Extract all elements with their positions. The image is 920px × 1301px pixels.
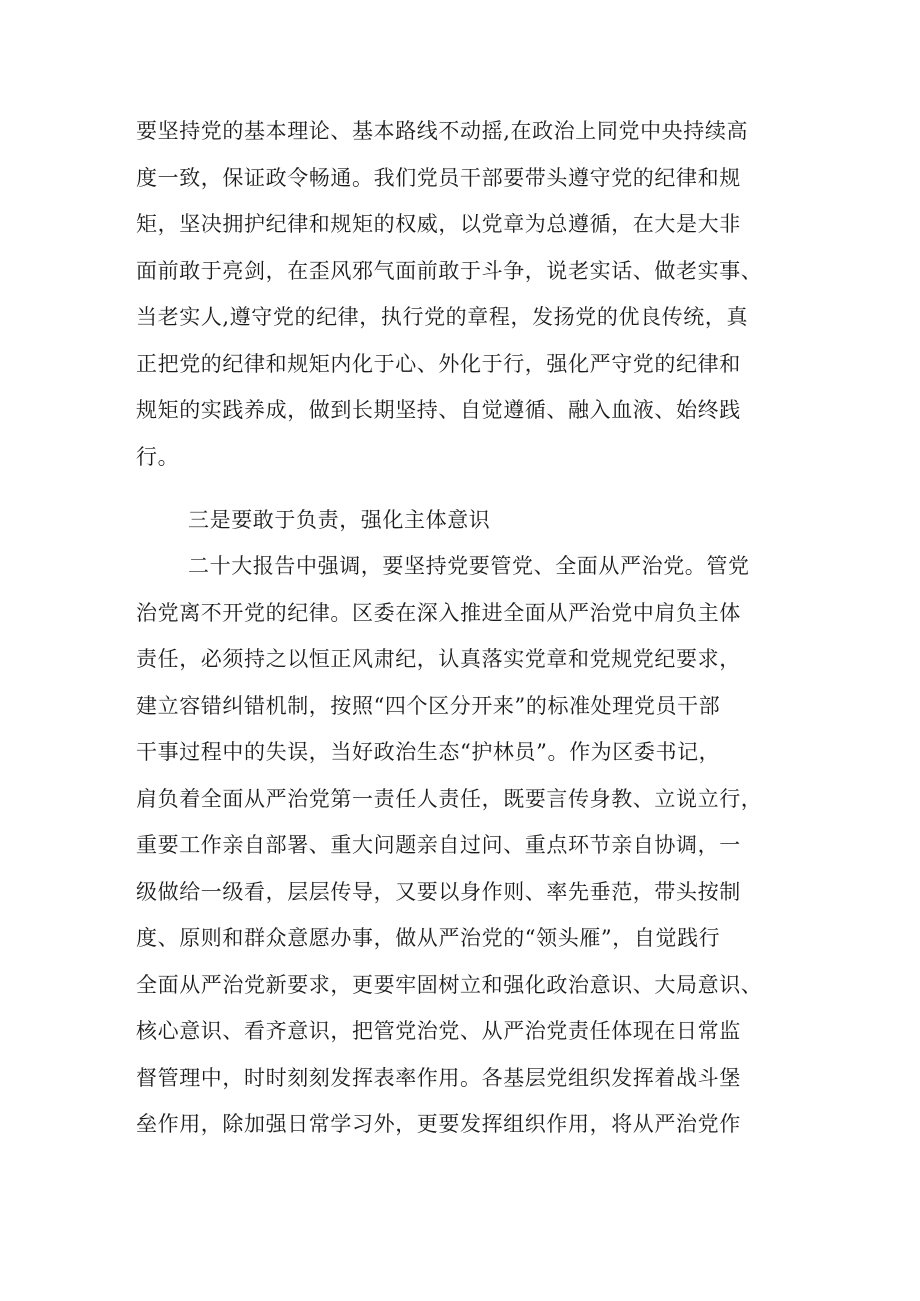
paragraph-line: 重要工作亲自部署、重大问题亲自过问、重点环节亲自协调，一 [136,833,741,857]
paragraph-line: 督管理中，时时刻刻发挥表率作用。各基层党组织发挥着战斗堡 [136,1065,741,1090]
paragraph-line: 全面从严治党新要求，更要牢固树立和强化政治意识、大局意识、 [136,972,763,997]
paragraph-line: 责任，必须持之以恒正风肃纪，认真落实党章和党规党纪要求， [136,647,741,671]
paragraph-line: 当老实人,遵守党的纪律，执行党的章程，发扬党的优良传统，真 [136,305,749,329]
paragraph-line: 度一致，保证政令畅通。我们党员干部要带头遵守党的纪律和规 [136,165,741,190]
paragraph-line: 治党离不开党的纪律。区委在深入推进全面从严治党中肩负主体 [136,600,741,625]
paragraph-line: 核心意识、看齐意识，把管党治党、从严治党责任体现在日常监 [136,1019,741,1043]
paragraph-line: 建立容错纠错机制，按照“四个区分开来”的标准处理党员干部 [136,693,721,718]
paragraph-line: 面前敢于亮剑，在歪风邪气面前敢于斗争，说老实话、做老实事、 [136,258,763,283]
paragraph-line: 行。 [136,444,180,469]
section-heading-block [136,497,816,544]
paragraph-line: 矩，坚决拥护纪律和规矩的权威，以党章为总遵循，在大是大非 [136,212,741,236]
paragraph-line: 肩负着全面从严治党第一责任人责任，既要言传身教、立说立行， [136,786,763,811]
paragraph-line: 正把党的纪律和规矩内化于心、外化于行，强化严守党的纪律和 [136,351,741,376]
paragraph-line: 垒作用，除加强日常学习外，更要发挥组织作用，将从严治党作 [136,1112,741,1136]
paragraph-line: 要坚持党的基本理论、基本路线不动摇,在政治上同党中央持续高 [136,119,749,143]
paragraph-line: 二十大报告中强调，要坚持党要管党、全面从严治党。管党 [188,554,750,578]
paragraph-line: 级做给一级看，层层传导，又要以身作则、率先垂范，带头按制 [136,879,741,904]
paragraph-line: 规矩的实践养成，做到长期坚持、自觉遵循、融入血液、始终践 [136,398,741,422]
paragraph-discipline [136,108,816,480]
paragraph-line: 干事过程中的失误，当好政治生态“护林员”。作为区委书记， [136,740,721,764]
paragraph-responsibility [136,543,816,1148]
section-heading: 三是要敢于负责，强化主体意识 [188,508,491,532]
paragraph-line: 度、原则和群众意愿办事，做从严治党的“领头雁”，自觉践行 [136,926,721,950]
